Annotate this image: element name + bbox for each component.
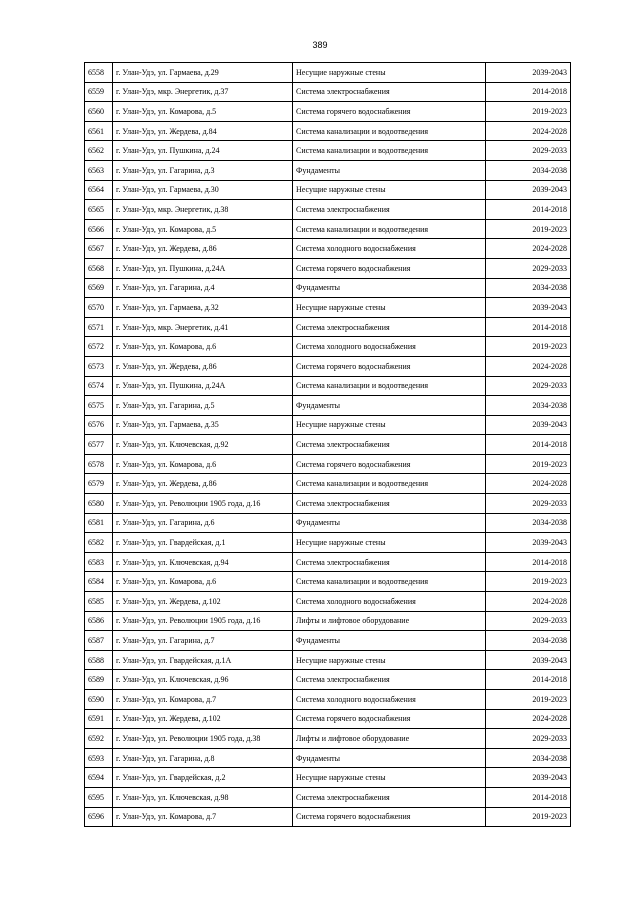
repair-period-cell: 2019-2023 [486, 807, 571, 827]
building-system-cell: Система холодного водоснабжения [293, 592, 486, 612]
building-system-cell: Система горячего водоснабжения [293, 807, 486, 827]
row-number-cell: 6586 [85, 611, 113, 631]
repair-period-cell: 2029-2033 [486, 258, 571, 278]
building-system-cell: Система электроснабжения [293, 494, 486, 514]
repair-period-cell: 2019-2023 [486, 572, 571, 592]
table-row [85, 356, 571, 376]
address-cell: г. Улан-Удэ, ул. Гагарина, д.4 [113, 278, 293, 298]
repair-period-cell: 2014-2018 [486, 435, 571, 455]
row-number-cell: 6588 [85, 650, 113, 670]
repair-period-cell: 2034-2038 [486, 396, 571, 416]
registry-table [84, 62, 571, 827]
address-cell: г. Улан-Удэ, ул. Гармаева, д.29 [113, 63, 293, 83]
table-row [85, 317, 571, 337]
row-number-cell: 6568 [85, 258, 113, 278]
repair-period-cell: 2019-2023 [486, 219, 571, 239]
row-number-cell: 6591 [85, 709, 113, 729]
repair-period-cell: 2024-2028 [486, 592, 571, 612]
page-number: 389 [312, 40, 328, 50]
building-system-cell: Система горячего водоснабжения [293, 102, 486, 122]
address-cell: г. Улан-Удэ, ул. Гвардейская, д.1А [113, 650, 293, 670]
address-cell: г. Улан-Удэ, ул. Жердева, д.86 [113, 239, 293, 259]
building-system-cell: Система горячего водоснабжения [293, 709, 486, 729]
address-cell: г. Улан-Удэ, ул. Жердева, д.102 [113, 592, 293, 612]
building-system-cell: Система электроснабжения [293, 670, 486, 690]
building-system-cell: Фундаменты [293, 748, 486, 768]
row-number-cell: 6587 [85, 631, 113, 651]
registry-table-body [85, 63, 571, 827]
repair-period-cell: 2039-2043 [486, 768, 571, 788]
table-row [85, 572, 571, 592]
building-system-cell: Лифты и лифтовое оборудование [293, 611, 486, 631]
row-number-cell: 6567 [85, 239, 113, 259]
building-system-cell: Несущие наружные стены [293, 298, 486, 318]
building-system-cell: Лифты и лифтовое оборудование [293, 729, 486, 749]
building-system-cell: Система канализации и водоотведения [293, 141, 486, 161]
building-system-cell: Система электроснабжения [293, 82, 486, 102]
address-cell: г. Улан-Удэ, ул. Ключевская, д.98 [113, 787, 293, 807]
building-system-cell: Несущие наружные стены [293, 650, 486, 670]
row-number-cell: 6581 [85, 513, 113, 533]
building-system-cell: Система горячего водоснабжения [293, 258, 486, 278]
table-row [85, 650, 571, 670]
table-row [85, 768, 571, 788]
table-row [85, 219, 571, 239]
row-number-cell: 6584 [85, 572, 113, 592]
building-system-cell: Система электроснабжения [293, 200, 486, 220]
row-number-cell: 6559 [85, 82, 113, 102]
table-row [85, 474, 571, 494]
table-row [85, 337, 571, 357]
address-cell: г. Улан-Удэ, ул. Гагарина, д.7 [113, 631, 293, 651]
address-cell: г. Улан-Удэ, ул. Гармаева, д.32 [113, 298, 293, 318]
address-cell: г. Улан-Удэ, ул. Ключевская, д.96 [113, 670, 293, 690]
building-system-cell: Несущие наружные стены [293, 768, 486, 788]
address-cell: г. Улан-Удэ, ул. Комарова, д.7 [113, 690, 293, 710]
repair-period-cell: 2014-2018 [486, 552, 571, 572]
row-number-cell: 6590 [85, 690, 113, 710]
row-number-cell: 6562 [85, 141, 113, 161]
repair-period-cell: 2029-2033 [486, 376, 571, 396]
repair-period-cell: 2024-2028 [486, 356, 571, 376]
address-cell: г. Улан-Удэ, ул. Комарова, д.6 [113, 454, 293, 474]
building-system-cell: Система канализации и водоотведения [293, 572, 486, 592]
repair-period-cell: 2019-2023 [486, 454, 571, 474]
building-system-cell: Система холодного водоснабжения [293, 690, 486, 710]
address-cell: г. Улан-Удэ, ул. Гвардейская, д.1 [113, 533, 293, 553]
address-cell: г. Улан-Удэ, ул. Жердева, д.86 [113, 356, 293, 376]
repair-period-cell: 2024-2028 [486, 474, 571, 494]
repair-period-cell: 2019-2023 [486, 102, 571, 122]
building-system-cell: Несущие наружные стены [293, 533, 486, 553]
building-system-cell: Система электроснабжения [293, 787, 486, 807]
address-cell: г. Улан-Удэ, мкр. Энергетик, д.37 [113, 82, 293, 102]
table-row [85, 415, 571, 435]
repair-period-cell: 2014-2018 [486, 670, 571, 690]
address-cell: г. Улан-Удэ, ул. Гагарина, д.6 [113, 513, 293, 533]
row-number-cell: 6574 [85, 376, 113, 396]
table-row [85, 787, 571, 807]
row-number-cell: 6563 [85, 160, 113, 180]
address-cell: г. Улан-Удэ, ул. Революции 1905 года, д.38 [113, 729, 293, 749]
table-row [85, 748, 571, 768]
row-number-cell: 6579 [85, 474, 113, 494]
repair-period-cell: 2039-2043 [486, 63, 571, 83]
address-cell: г. Улан-Удэ, ул. Гармаева, д.30 [113, 180, 293, 200]
repair-period-cell: 2014-2018 [486, 82, 571, 102]
row-number-cell: 6594 [85, 768, 113, 788]
table-row [85, 376, 571, 396]
building-system-cell: Система электроснабжения [293, 435, 486, 455]
repair-period-cell: 2034-2038 [486, 513, 571, 533]
address-cell: г. Улан-Удэ, ул. Гагарина, д.5 [113, 396, 293, 416]
row-number-cell: 6569 [85, 278, 113, 298]
building-system-cell: Система канализации и водоотведения [293, 121, 486, 141]
row-number-cell: 6577 [85, 435, 113, 455]
row-number-cell: 6583 [85, 552, 113, 572]
repair-period-cell: 2039-2043 [486, 533, 571, 553]
address-cell: г. Улан-Удэ, ул. Комарова, д.5 [113, 219, 293, 239]
row-number-cell: 6575 [85, 396, 113, 416]
row-number-cell: 6592 [85, 729, 113, 749]
repair-period-cell: 2039-2043 [486, 298, 571, 318]
repair-period-cell: 2029-2033 [486, 141, 571, 161]
table-row [85, 278, 571, 298]
row-number-cell: 6585 [85, 592, 113, 612]
building-system-cell: Система электроснабжения [293, 317, 486, 337]
address-cell: г. Улан-Удэ, ул. Гармаева, д.35 [113, 415, 293, 435]
table-row [85, 670, 571, 690]
table-row [85, 494, 571, 514]
address-cell: г. Улан-Удэ, ул. Революции 1905 года, д.16 [113, 494, 293, 514]
address-cell: г. Улан-Удэ, ул. Пушкина, д.24 [113, 141, 293, 161]
repair-period-cell: 2039-2043 [486, 415, 571, 435]
repair-period-cell: 2029-2033 [486, 611, 571, 631]
row-number-cell: 6596 [85, 807, 113, 827]
address-cell: г. Улан-Удэ, ул. Жердева, д.86 [113, 474, 293, 494]
address-cell: г. Улан-Удэ, мкр. Энергетик, д.38 [113, 200, 293, 220]
address-cell: г. Улан-Удэ, мкр. Энергетик, д.41 [113, 317, 293, 337]
table-row [85, 82, 571, 102]
building-system-cell: Фундаменты [293, 513, 486, 533]
address-cell: г. Улан-Удэ, ул. Гагарина, д.3 [113, 160, 293, 180]
table-row [85, 200, 571, 220]
repair-period-cell: 2014-2018 [486, 317, 571, 337]
table-row [85, 807, 571, 827]
table-row [85, 552, 571, 572]
table-row [85, 533, 571, 553]
table-row [85, 258, 571, 278]
address-cell: г. Улан-Удэ, ул. Гвардейская, д.2 [113, 768, 293, 788]
building-system-cell: Система канализации и водоотведения [293, 474, 486, 494]
row-number-cell: 6558 [85, 63, 113, 83]
row-number-cell: 6593 [85, 748, 113, 768]
repair-period-cell: 2014-2018 [486, 200, 571, 220]
building-system-cell: Фундаменты [293, 160, 486, 180]
repair-period-cell: 2029-2033 [486, 729, 571, 749]
table-row [85, 396, 571, 416]
repair-period-cell: 2034-2038 [486, 631, 571, 651]
table-row [85, 513, 571, 533]
address-cell: г. Улан-Удэ, ул. Жердева, д.84 [113, 121, 293, 141]
table-row [85, 298, 571, 318]
table-row [85, 180, 571, 200]
table-row [85, 709, 571, 729]
row-number-cell: 6595 [85, 787, 113, 807]
row-number-cell: 6582 [85, 533, 113, 553]
row-number-cell: 6571 [85, 317, 113, 337]
row-number-cell: 6578 [85, 454, 113, 474]
table-row [85, 454, 571, 474]
building-system-cell: Несущие наружные стены [293, 180, 486, 200]
building-system-cell: Система холодного водоснабжения [293, 337, 486, 357]
building-system-cell: Система канализации и водоотведения [293, 376, 486, 396]
address-cell: г. Улан-Удэ, ул. Гагарина, д.8 [113, 748, 293, 768]
repair-period-cell: 2034-2038 [486, 160, 571, 180]
row-number-cell: 6565 [85, 200, 113, 220]
building-system-cell: Система горячего водоснабжения [293, 454, 486, 474]
building-system-cell: Фундаменты [293, 396, 486, 416]
row-number-cell: 6564 [85, 180, 113, 200]
repair-period-cell: 2024-2028 [486, 709, 571, 729]
building-system-cell: Система канализации и водоотведения [293, 219, 486, 239]
building-system-cell: Система горячего водоснабжения [293, 356, 486, 376]
repair-period-cell: 2034-2038 [486, 748, 571, 768]
row-number-cell: 6580 [85, 494, 113, 514]
repair-period-cell: 2014-2018 [486, 787, 571, 807]
address-cell: г. Улан-Удэ, ул. Комарова, д.5 [113, 102, 293, 122]
address-cell: г. Улан-Удэ, ул. Ключевская, д.94 [113, 552, 293, 572]
repair-period-cell: 2039-2043 [486, 180, 571, 200]
row-number-cell: 6573 [85, 356, 113, 376]
building-system-cell: Фундаменты [293, 631, 486, 651]
repair-period-cell: 2024-2028 [486, 121, 571, 141]
address-cell: г. Улан-Удэ, ул. Революции 1905 года, д.16 [113, 611, 293, 631]
table-row [85, 592, 571, 612]
address-cell: г. Улан-Удэ, ул. Пушкина, д.24А [113, 258, 293, 278]
table-row [85, 141, 571, 161]
table-row [85, 63, 571, 83]
row-number-cell: 6570 [85, 298, 113, 318]
row-number-cell: 6566 [85, 219, 113, 239]
row-number-cell: 6561 [85, 121, 113, 141]
table-row [85, 690, 571, 710]
building-system-cell: Система электроснабжения [293, 552, 486, 572]
building-system-cell: Система холодного водоснабжения [293, 239, 486, 259]
table-row [85, 631, 571, 651]
address-cell: г. Улан-Удэ, ул. Комарова, д.6 [113, 337, 293, 357]
repair-period-cell: 2019-2023 [486, 337, 571, 357]
row-number-cell: 6589 [85, 670, 113, 690]
table-row [85, 102, 571, 122]
address-cell: г. Улан-Удэ, ул. Комарова, д.6 [113, 572, 293, 592]
repair-period-cell: 2029-2033 [486, 494, 571, 514]
repair-period-cell: 2024-2028 [486, 239, 571, 259]
row-number-cell: 6572 [85, 337, 113, 357]
address-cell: г. Улан-Удэ, ул. Комарова, д.7 [113, 807, 293, 827]
address-cell: г. Улан-Удэ, ул. Ключевская, д.92 [113, 435, 293, 455]
address-cell: г. Улан-Удэ, ул. Пушкина, д.24А [113, 376, 293, 396]
table-row [85, 729, 571, 749]
table-row [85, 160, 571, 180]
repair-period-cell: 2034-2038 [486, 278, 571, 298]
row-number-cell: 6560 [85, 102, 113, 122]
table-row [85, 611, 571, 631]
building-system-cell: Несущие наружные стены [293, 63, 486, 83]
table-row [85, 239, 571, 259]
table-row [85, 435, 571, 455]
table-row [85, 121, 571, 141]
repair-period-cell: 2019-2023 [486, 690, 571, 710]
address-cell: г. Улан-Удэ, ул. Жердева, д.102 [113, 709, 293, 729]
repair-period-cell: 2039-2043 [486, 650, 571, 670]
row-number-cell: 6576 [85, 415, 113, 435]
building-system-cell: Несущие наружные стены [293, 415, 486, 435]
building-system-cell: Фундаменты [293, 278, 486, 298]
